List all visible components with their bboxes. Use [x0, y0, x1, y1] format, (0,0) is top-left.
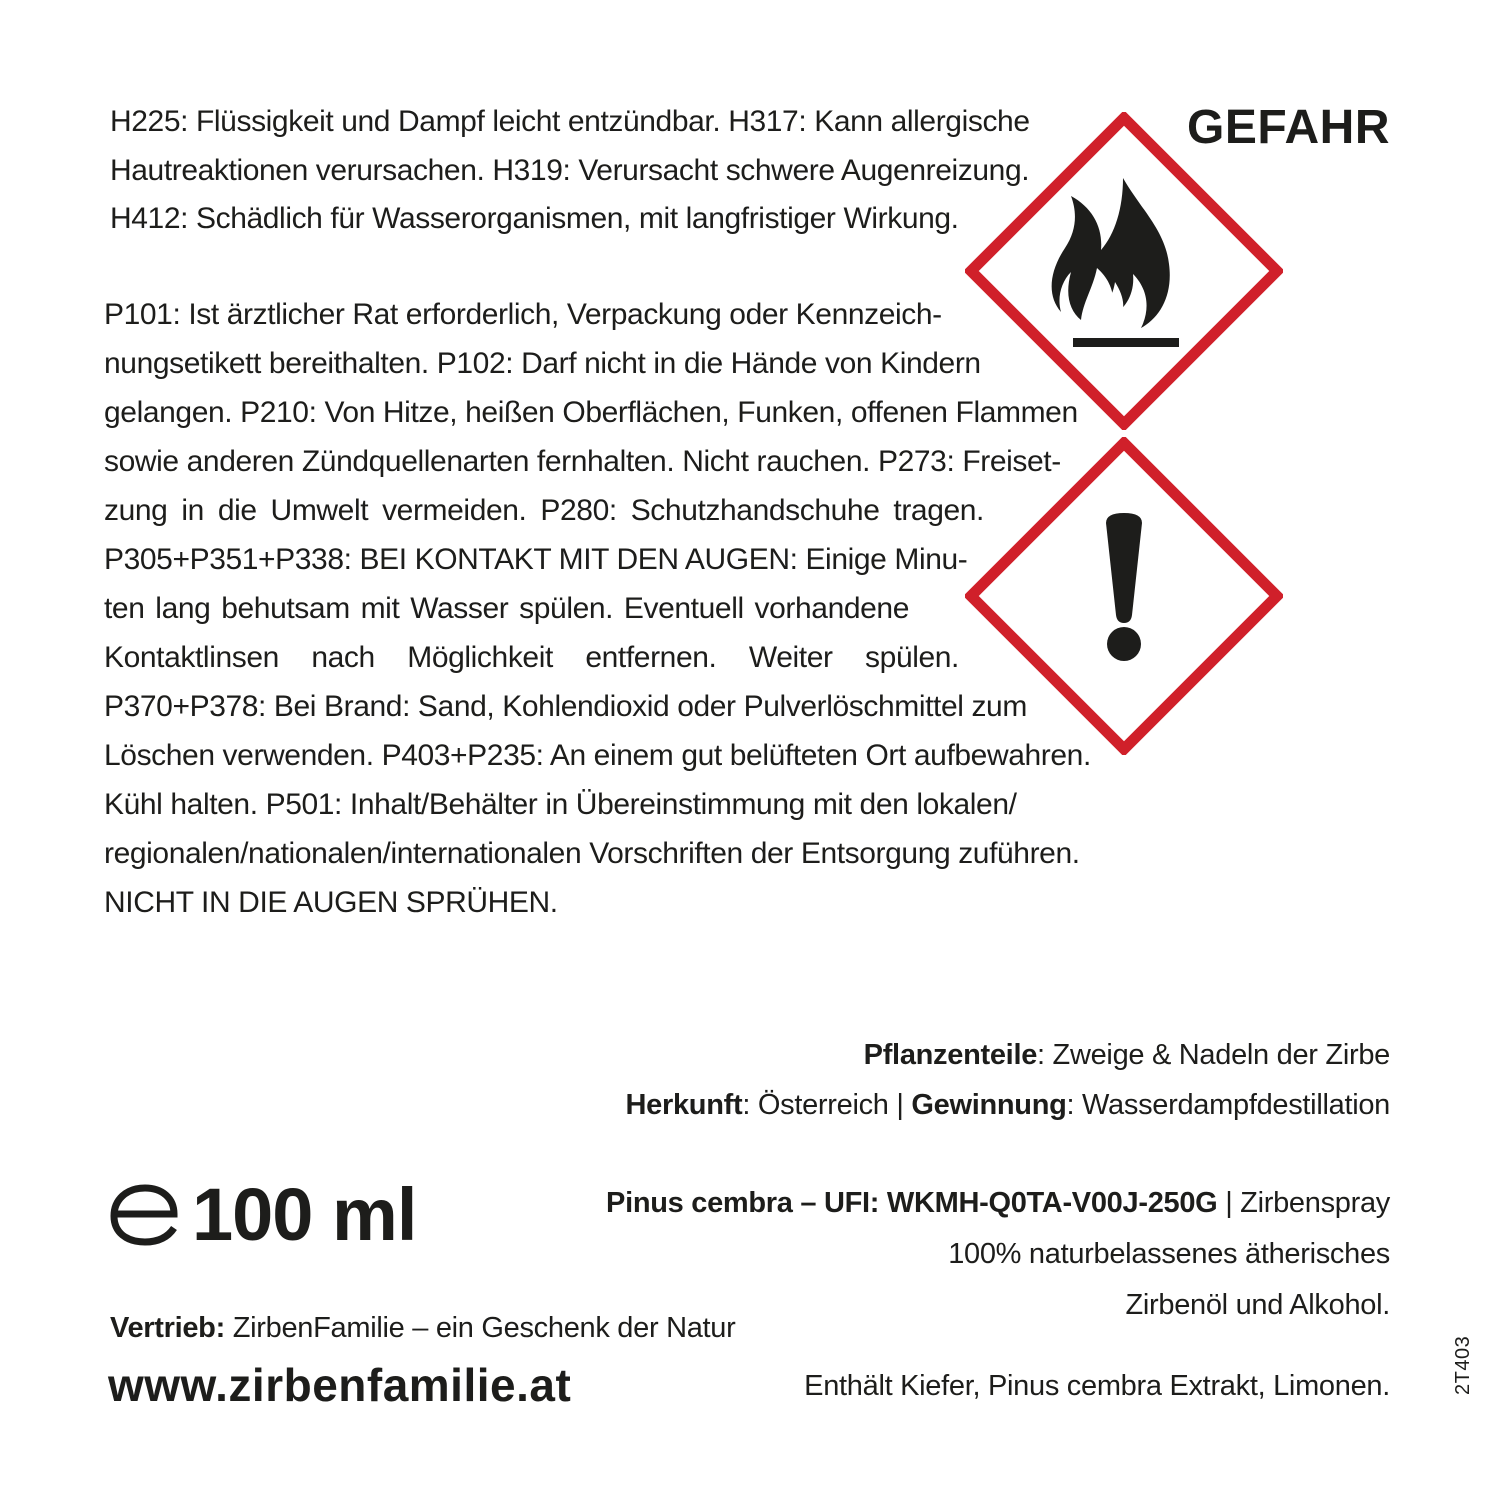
exclamation-mark-icon — [965, 437, 1283, 755]
product-description-2: Zirbenöl und Alkohol. — [1125, 1289, 1390, 1321]
plant-parts-value: : Zweige & Nadeln der Zirbe — [1037, 1039, 1390, 1071]
precautionary-statements — [104, 290, 1091, 927]
flame-icon — [965, 112, 1283, 430]
hazard-statements — [110, 98, 1060, 244]
precaution-line: Löschen verwenden. P403+P235: An einem gut belüfteten Ort aufbewahren. — [104, 739, 1091, 772]
precaution-line: P101: Ist ärztlicher Rat erforderlich, Verpackung oder Kennzeich- — [104, 298, 942, 331]
product-info — [490, 1178, 1390, 1331]
hazard-line: H412: Schädlich für Wasserorganismen, mit langfristiger Wirkung. — [110, 202, 959, 235]
signal-word: GEFAHR — [1186, 101, 1390, 154]
product-description-1: 100% naturbelassenes ätherisches — [948, 1238, 1390, 1270]
origin-label: Herkunft — [625, 1089, 743, 1121]
extraction-value: : Wasserdampfdestillation — [1066, 1089, 1390, 1121]
precaution-line: sowie anderen Zündquellenarten fernhalten. Nicht rauchen. P273: Freiset- — [104, 445, 1061, 478]
website-link[interactable]: www.zirbenfamilie.at — [108, 1359, 572, 1411]
precaution-line: NICHT IN DIE AUGEN SPRÜHEN. — [104, 886, 558, 919]
flammable-pictogram — [965, 112, 1283, 430]
precaution-line: P370+P378: Bei Brand: Sand, Kohlendioxid oder Pulverlöschmittel zum — [104, 690, 1027, 723]
distributor-label: Vertrieb: — [110, 1312, 225, 1344]
precaution-line: nungsetikett bereithalten. P102: Darf nicht in die Hände von Kindern — [104, 347, 981, 380]
precaution-line: P305+P351+P338: BEI KONTAKT MIT DEN AUGEN: Einige Minu- — [104, 543, 968, 576]
estimated-sign-icon — [108, 1184, 182, 1246]
product-type: | Zirbenspray — [1217, 1187, 1390, 1219]
hazard-line: Hautreaktionen verursachen. H319: Verursacht schwere Augenreizung. — [110, 153, 1030, 187]
precaution-line: gelangen. P210: Von Hitze, heißen Oberflächen, Funken, offenen Flammen — [104, 396, 1078, 429]
origin-value: : Österreich | — [742, 1089, 912, 1121]
net-volume — [108, 1172, 416, 1257]
hazard-line: H225: Flüssigkeit und Dampf leicht entzündbar. H317: Kann allergische — [110, 105, 1030, 138]
allergen-note: Enthält Kiefer, Pinus cembra Extrakt, Limonen. — [804, 1370, 1390, 1402]
volume-value: 100 ml — [192, 1173, 417, 1256]
article-code: 2T403 — [1452, 1335, 1474, 1395]
distributor-value: ZirbenFamilie – ein Geschenk der Natur — [224, 1312, 736, 1344]
plant-parts-label: Pflanzenteile — [863, 1039, 1038, 1071]
precaution-line: Kontaktlinsen nach Möglichkeit entfernen. Weiter spülen. — [104, 641, 959, 674]
botanical-info — [490, 1030, 1390, 1130]
precaution-line: zung in die Umwelt vermeiden. P280: Schutzhandschuhe tragen. — [104, 494, 984, 527]
product-name-row — [490, 1178, 1390, 1229]
extraction-label: Gewinnung — [911, 1089, 1067, 1121]
precaution-line: ten lang behutsam mit Wasser spülen. Eventuell vorhandene — [104, 592, 909, 625]
precaution-line: Kühl halten. P501: Inhalt/Behälter in Übereinstimmung mit den lokalen/ — [104, 788, 1017, 821]
origin-row — [490, 1080, 1390, 1130]
plant-parts-row — [490, 1030, 1390, 1080]
precaution-line: regionalen/nationalen/internationalen Vorschriften der Entsorgung zuführen. — [104, 837, 1080, 870]
distributor — [110, 1312, 736, 1345]
product-name-ufi: Pinus cembra – UFI: WKMH-Q0TA-V00J-250G — [606, 1187, 1218, 1219]
irritant-pictogram — [965, 437, 1283, 755]
